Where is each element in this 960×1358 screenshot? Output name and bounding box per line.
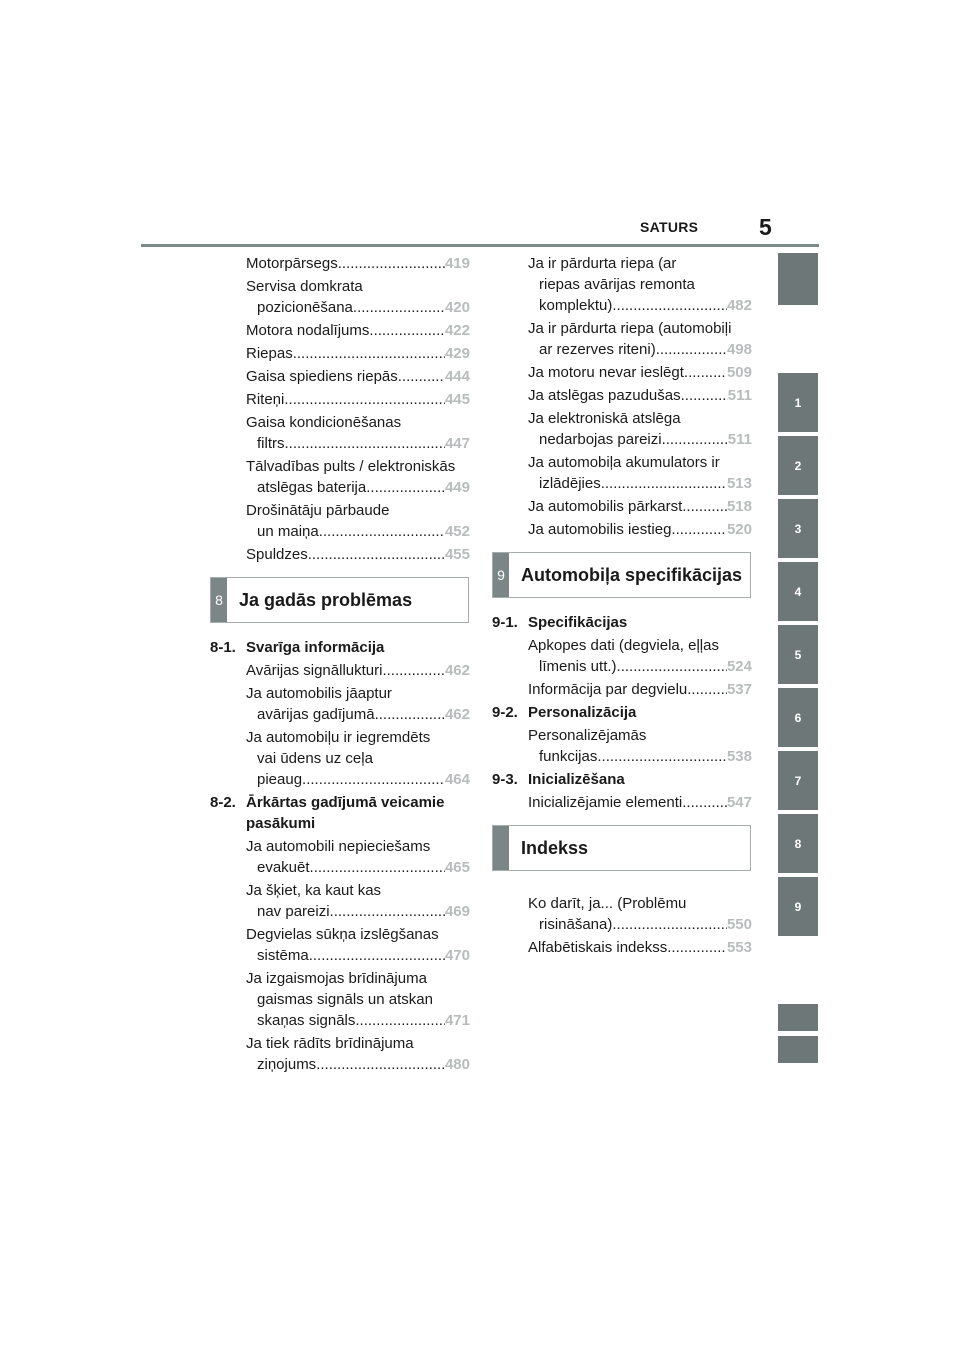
toc-entry-line: [246, 836, 470, 857]
toc-entry-line-last: [528, 914, 752, 935]
entry-label: izlādējies: [539, 475, 601, 492]
side-tab-4[interactable]: 4: [778, 562, 818, 621]
section-title[interactable]: Personalizācija: [528, 704, 637, 721]
entry-label: Informācija par degvielu: [528, 681, 688, 698]
section-heading: [492, 769, 752, 790]
toc-entry-line-last: [246, 320, 470, 341]
section-number: 9-2.: [492, 704, 518, 721]
toc-entry-line-last: [246, 901, 470, 922]
entry-label: skaņas signāls: [257, 1012, 356, 1029]
toc-entry-line-last: [246, 704, 470, 725]
leader-dots: [662, 429, 728, 450]
entry-page-number[interactable]: 419: [444, 255, 470, 272]
toc-entry[interactable]: [210, 412, 470, 454]
toc-entry[interactable]: [492, 362, 752, 383]
toc-entry-line: [246, 500, 470, 521]
leader-dots: [597, 746, 727, 767]
leader-dots: [671, 519, 727, 540]
side-tab-3[interactable]: 3: [778, 499, 818, 558]
side-tab-5[interactable]: 5: [778, 625, 818, 684]
entry-label: Ja izgaismojas brīdinājuma: [246, 970, 427, 987]
entry-label: nav pareizi: [257, 903, 330, 920]
section-title[interactable]: Specifikācijas: [528, 614, 628, 631]
toc-entry-line-last: [246, 389, 470, 410]
side-tab-blank-b[interactable]: [778, 1036, 818, 1063]
leader-dots: [366, 477, 445, 498]
side-tab-1[interactable]: 1: [778, 373, 818, 432]
side-tab-blank-a[interactable]: [778, 1004, 818, 1031]
toc-entry-line-last: [246, 857, 470, 878]
toc-entry[interactable]: [492, 452, 752, 494]
entry-label: ziņojums: [257, 1056, 317, 1073]
toc-entry-line: [246, 456, 470, 477]
leader-dots: [681, 385, 728, 406]
entry-label: Personalizējamās: [528, 727, 647, 744]
entry-page-number[interactable]: 538: [726, 748, 752, 765]
toc-entry-line: [528, 725, 752, 746]
toc-entry[interactable]: [492, 408, 752, 450]
toc-entry-line: [246, 412, 470, 433]
entry-page-number[interactable]: 518: [726, 498, 752, 515]
section-heading: [210, 637, 470, 658]
leader-dots: [687, 679, 727, 700]
entry-page-number[interactable]: 480: [444, 1056, 470, 1073]
entry-label: Ja automobili nepieciešams: [246, 838, 431, 855]
toc-entry-line-last: [528, 746, 752, 767]
toc-entry[interactable]: [210, 880, 470, 922]
toc-entry-line-last: [246, 366, 470, 387]
entry-label: Ja automobilis jāaptur: [246, 685, 392, 702]
entry-label: un maiņa: [257, 523, 319, 540]
entry-label: funkcijas: [539, 748, 598, 765]
entry-label: Ko darīt, ja... (Problēmu: [528, 895, 687, 912]
entry-label: riepas avārijas remonta: [539, 276, 695, 293]
toc-entry-line-last: [246, 1010, 470, 1031]
entry-page-number[interactable]: 511: [727, 431, 752, 448]
side-tab-9[interactable]: 9: [778, 877, 818, 936]
entry-page-number[interactable]: 547: [726, 794, 752, 811]
entry-page-number[interactable]: 452: [444, 523, 470, 540]
toc-entry-line-last: [528, 937, 752, 958]
entry-label: Ja elektroniskā atslēga: [528, 410, 681, 427]
toc-entry[interactable]: [492, 253, 752, 316]
toc-entry-line-last: [528, 385, 752, 406]
entry-page-number[interactable]: 524: [726, 658, 752, 675]
entry-label: risināšana): [539, 916, 613, 933]
toc-entry[interactable]: [210, 836, 470, 878]
toc-entry-line: [528, 452, 752, 473]
entry-label: avārijas gadījumā: [257, 706, 375, 723]
toc-entry-line-last: [528, 656, 752, 677]
leader-dots: [310, 857, 445, 878]
toc-entry-line-last: [246, 433, 470, 454]
leader-dots: [369, 320, 445, 341]
toc-entry[interactable]: [210, 253, 470, 274]
toc-entry-line: [528, 253, 752, 274]
toc-section: [210, 637, 470, 790]
leader-dots: [316, 1054, 445, 1075]
index-title: Indekss: [521, 837, 589, 858]
entry-label: sistēma: [257, 947, 309, 964]
side-tab-6[interactable]: 6: [778, 688, 818, 747]
entry-label: Spuldzes: [246, 546, 308, 563]
toc-entry[interactable]: [492, 635, 752, 677]
toc-entry-line-last: [528, 473, 752, 494]
entry-label: Ja šķiet, ka kaut kas: [246, 882, 382, 899]
toc-entry-line: [246, 924, 470, 945]
chapter-title: Automobiļa specifikācijas: [521, 564, 743, 585]
entry-label: Motora nodalījums: [246, 322, 370, 339]
entry-label: Degvielas sūkņa izslēgšanas: [246, 926, 439, 943]
leader-dots: [617, 656, 727, 677]
toc-section: [492, 612, 752, 700]
toc-entry[interactable]: [210, 660, 470, 681]
entry-label: Gaisa kondicionēšanas: [246, 414, 402, 431]
toc-entry[interactable]: [492, 496, 752, 517]
toc-entry[interactable]: [210, 1033, 470, 1075]
leader-dots: [667, 937, 727, 958]
leader-dots: [293, 343, 445, 364]
toc-entry[interactable]: [210, 544, 470, 565]
toc-entry[interactable]: [210, 320, 470, 341]
leader-dots: [285, 433, 445, 454]
toc-entry[interactable]: [492, 519, 752, 540]
toc-section: [492, 769, 752, 813]
toc-entry[interactable]: [210, 389, 470, 410]
entry-label: Gaisa spiediens riepās: [246, 368, 398, 385]
entry-label: filtrs: [257, 435, 285, 452]
toc-entry-line-last: [528, 295, 752, 316]
page-number: 5: [759, 214, 772, 240]
leader-dots: [375, 704, 445, 725]
entry-page-number[interactable]: 445: [444, 391, 470, 408]
entry-label: Ja ir pārdurta riepa (automobiļi: [528, 320, 732, 337]
leader-dots: [684, 362, 727, 383]
entry-label: Ja atslēgas pazudušas: [528, 387, 681, 404]
toc-entry-line-last: [528, 339, 752, 360]
entry-page-number[interactable]: 520: [726, 521, 752, 538]
side-tab-2[interactable]: 2: [778, 436, 818, 495]
entry-label: Drošinātāju pārbaude: [246, 502, 390, 519]
toc-entry-line: [246, 880, 470, 901]
leader-dots: [308, 544, 445, 565]
toc-entry[interactable]: [492, 725, 752, 767]
section-heading: [210, 792, 470, 813]
entry-label: atslēgas baterija: [257, 479, 367, 496]
entry-page-number[interactable]: 455: [444, 546, 470, 563]
section-heading: [210, 813, 470, 834]
entry-label: ar rezerves riteni): [539, 341, 656, 358]
section-title[interactable]: pasākumi: [246, 815, 316, 832]
section-title[interactable]: Inicializēšana: [528, 771, 625, 788]
entry-label: Alfabētiskais indekss: [528, 939, 668, 956]
leader-dots: [398, 366, 445, 387]
section-heading: [492, 702, 752, 723]
index-tab: [493, 826, 509, 870]
toc-section: [492, 702, 752, 767]
entry-label: Ja tiek rādīts brīdinājuma: [246, 1035, 414, 1052]
leader-dots: [330, 901, 445, 922]
entry-page-number[interactable]: 471: [444, 1012, 470, 1029]
entry-label: Riteņi: [246, 391, 285, 408]
toc-entry-line: [246, 748, 470, 769]
toc-entry-line-last: [246, 945, 470, 966]
section-title[interactable]: Svarīga informācija: [246, 639, 385, 656]
section-number: 8-1.: [210, 639, 236, 656]
side-tab-blank-top[interactable]: [778, 253, 818, 305]
entry-label: Ja automobiļa akumulators ir: [528, 454, 720, 471]
leader-dots: [682, 792, 727, 813]
side-tab-8[interactable]: 8: [778, 814, 818, 873]
toc-entry-line-last: [246, 253, 470, 274]
leader-dots: [338, 253, 445, 274]
entry-label: pozicionēšana: [257, 299, 353, 316]
entry-label: Servisa domkrata: [246, 278, 363, 295]
toc-entry-line: [246, 1033, 470, 1054]
toc-entry-line-last: [528, 792, 752, 813]
entry-label: Apkopes dati (degviela, eļļas: [528, 637, 719, 654]
leader-dots: [382, 660, 445, 681]
chapter-box-9[interactable]: [492, 552, 751, 598]
leader-dots: [656, 339, 727, 360]
entry-label: nedarbojas pareizi: [539, 431, 662, 448]
entry-label: līmenis utt.): [539, 658, 617, 675]
toc-entry-line-last: [246, 297, 470, 318]
toc-entry-line: [246, 683, 470, 704]
toc-entry[interactable]: [210, 924, 470, 966]
entry-page-number[interactable]: 511: [727, 387, 752, 404]
entry-page-number[interactable]: 447: [444, 435, 470, 452]
section-number: 9-3.: [492, 771, 518, 788]
entry-label: vai ūdens uz ceļa: [257, 750, 373, 767]
entry-page-number[interactable]: 429: [444, 345, 470, 362]
entry-label: Inicializējamie elementi: [528, 794, 683, 811]
entry-page-number[interactable]: 464: [444, 771, 470, 788]
side-tab-7[interactable]: 7: [778, 751, 818, 810]
header-rule: [141, 244, 819, 247]
toc-entry-line-last: [528, 519, 752, 540]
toc-entry-line: [528, 893, 752, 914]
entry-page-number[interactable]: 550: [726, 916, 752, 933]
header-title: SATURS: [640, 219, 699, 235]
entry-label: pieaug: [257, 771, 303, 788]
toc-entry-line-last: [246, 1054, 470, 1075]
entry-label: evakuēt: [257, 859, 310, 876]
toc-entry[interactable]: [210, 343, 470, 364]
entry-page-number[interactable]: 498: [726, 341, 752, 358]
entry-page-number[interactable]: 465: [444, 859, 470, 876]
section-number: 8-2.: [210, 794, 236, 811]
left-column: [210, 253, 470, 1077]
entry-page-number[interactable]: 553: [726, 939, 752, 956]
toc-entry-line: [246, 727, 470, 748]
section-number: 9-1.: [492, 614, 518, 631]
toc-entry[interactable]: [210, 276, 470, 318]
entry-label: Ja automobilis iestieg: [528, 521, 672, 538]
toc-entry-line-last: [528, 429, 752, 450]
leader-dots: [612, 295, 727, 316]
toc-entry[interactable]: [492, 937, 752, 958]
entry-label: Ja ir pārdurta riepa (ar: [528, 255, 677, 272]
entry-label: komplektu): [539, 297, 613, 314]
toc-entry-line-last: [246, 660, 470, 681]
toc-entry-line: [246, 276, 470, 297]
toc-entry-line-last: [246, 521, 470, 542]
entry-page-number[interactable]: 509: [726, 364, 752, 381]
entry-label: Ja motoru nevar ieslēgt: [528, 364, 684, 381]
toc-entry-line-last: [246, 544, 470, 565]
section-heading: [492, 612, 752, 633]
toc-entry[interactable]: [210, 366, 470, 387]
toc-entry-line: [528, 274, 752, 295]
toc-section: [210, 792, 470, 1075]
toc-entry[interactable]: [492, 893, 752, 935]
entry-page-number[interactable]: 422: [444, 322, 470, 339]
chapter-title: Ja gadās problēmas: [239, 589, 413, 610]
entry-page-number[interactable]: 420: [444, 299, 470, 316]
section-number: [210, 813, 246, 834]
toc-entry[interactable]: [210, 727, 470, 790]
toc-entry-line-last: [246, 343, 470, 364]
entry-page-number[interactable]: 513: [726, 475, 752, 492]
entry-label: Ja automobilis pārkarst: [528, 498, 683, 515]
leader-dots: [353, 297, 445, 318]
entry-page-number[interactable]: 469: [444, 903, 470, 920]
toc-entry[interactable]: [492, 385, 752, 406]
leader-dots: [309, 945, 445, 966]
toc-entry[interactable]: [492, 318, 752, 360]
entry-label: Motorpārsegs: [246, 255, 338, 272]
toc-entry-line-last: [246, 477, 470, 498]
entry-page-number[interactable]: 482: [726, 297, 752, 314]
entry-label: Avārijas signāllukturi: [246, 662, 383, 679]
chapter-tab-number: 8: [211, 578, 227, 622]
entry-label: gaismas signāls un atskan: [257, 991, 433, 1008]
leader-dots: [601, 473, 727, 494]
toc-entry[interactable]: [492, 679, 752, 700]
toc-entry[interactable]: [210, 683, 470, 725]
toc-entry-line-last: [246, 769, 470, 790]
entry-label: Riepas: [246, 345, 293, 362]
toc-entry-line-last: [528, 362, 752, 383]
index-box[interactable]: [492, 825, 751, 871]
entry-page-number[interactable]: 462: [444, 662, 470, 679]
toc-entry-line: [246, 968, 470, 989]
entry-page-number[interactable]: 537: [726, 681, 752, 698]
entry-page-number[interactable]: 444: [444, 368, 470, 385]
entry-page-number[interactable]: 462: [444, 706, 470, 723]
leader-dots: [302, 769, 445, 790]
leader-dots: [284, 389, 445, 410]
toc-entry[interactable]: [210, 968, 470, 1031]
toc-entry-line: [528, 635, 752, 656]
entry-page-number[interactable]: 470: [444, 947, 470, 964]
entry-label: Tālvadības pults / elektroniskās: [246, 458, 456, 475]
toc-entry[interactable]: [210, 500, 470, 542]
toc-entry-line: [528, 318, 752, 339]
leader-dots: [612, 914, 727, 935]
entry-label: Ja automobiļu ir iegremdēts: [246, 729, 431, 746]
leader-dots: [355, 1010, 445, 1031]
toc-entry-line: [528, 408, 752, 429]
section-title[interactable]: Ārkārtas gadījumā veicamie: [246, 794, 445, 811]
toc-entry-line: [246, 989, 470, 1010]
right-column: [492, 253, 752, 960]
toc-entry[interactable]: [492, 792, 752, 813]
leader-dots: [682, 496, 727, 517]
leader-dots: [319, 521, 445, 542]
toc-entry-line-last: [528, 496, 752, 517]
entry-page-number[interactable]: 449: [444, 479, 470, 496]
chapter-box-8[interactable]: [210, 577, 469, 623]
chapter-tab-number: 9: [493, 553, 509, 597]
toc-entry-line-last: [528, 679, 752, 700]
toc-entry[interactable]: [210, 456, 470, 498]
